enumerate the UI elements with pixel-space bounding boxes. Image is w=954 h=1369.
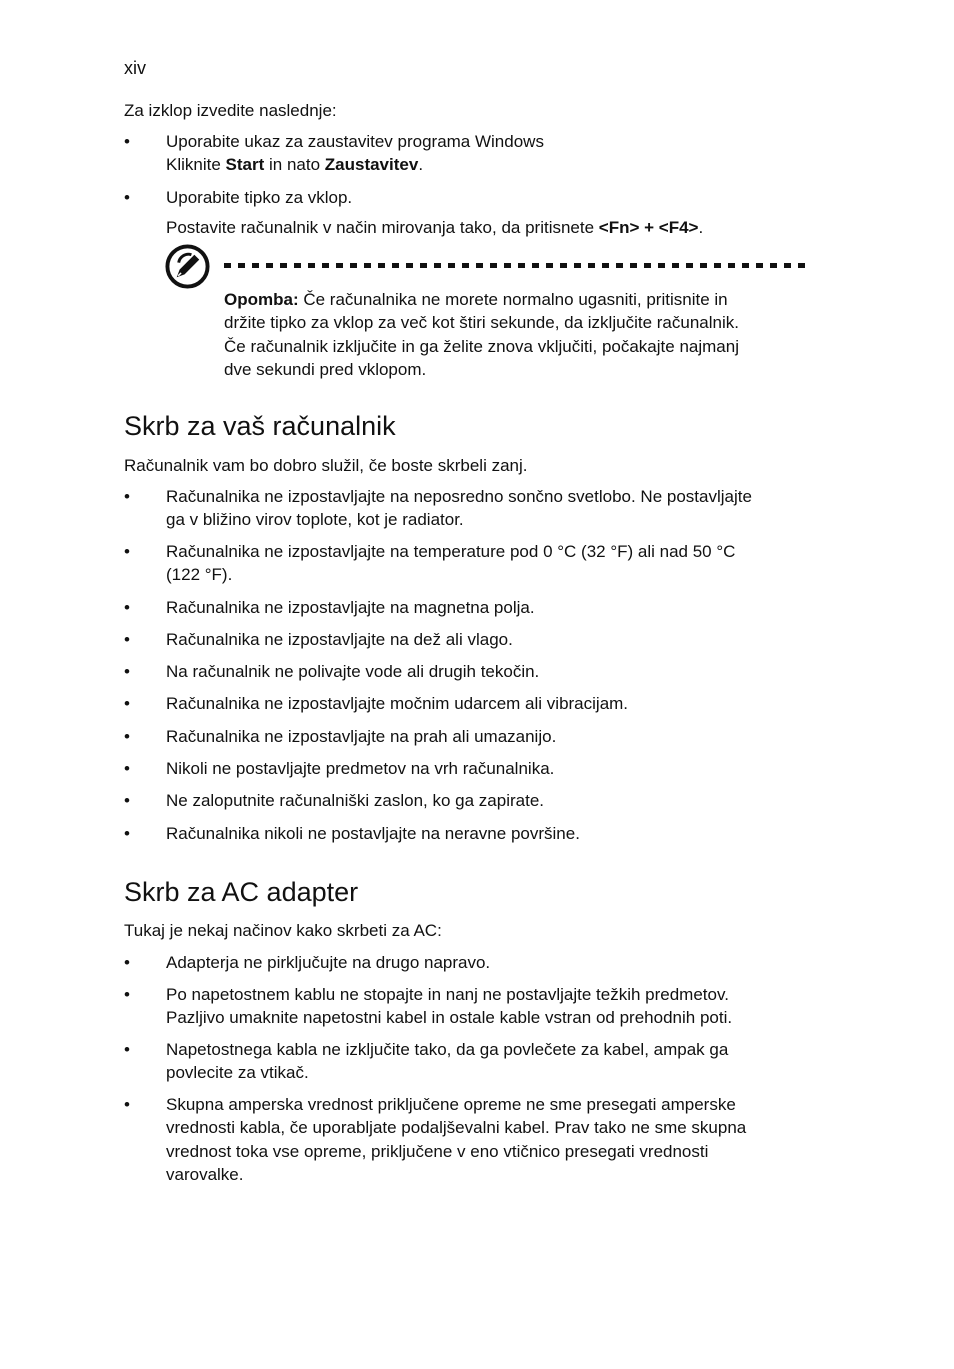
bullet: • xyxy=(124,132,130,151)
section-heading-care: Skrb za vaš računalnik xyxy=(124,411,396,441)
list-item-text: varovalke. xyxy=(166,1164,244,1184)
page-number: xiv xyxy=(124,58,146,78)
key-combo: <Fn> + <F4> xyxy=(598,218,699,238)
start-label: Start xyxy=(225,155,265,175)
list-item-text: Računalnika ne izpostavljajte na magnetna polja. xyxy=(166,598,535,617)
list-item-text: Računalnika ne izpostavljajte na dež ali vlago. xyxy=(166,630,513,649)
list-item-text: Napetostnega kabla ne izključite tako, da ga povlečete za kabel, ampak ga xyxy=(166,1040,729,1059)
list-item-text: Računalnika ne izpostavljajte močnim udarcem ali vibracijam. xyxy=(166,694,629,713)
list-item-text: Uporabite tipko za vklop. xyxy=(166,188,353,207)
ac-intro: Tukaj je nekaj načinov kako skrbeti za AC: xyxy=(124,921,442,940)
note: Opomba: Če računalnika ne morete normalno ugasniti, pritisnite in držite tipko za vklop za več kot štiri sekunde, da izključite računalnik. Če računalnik izključite in ga želite znova vključiti, počakajte najmanj dve sekundi pred vklopom. xyxy=(224,290,739,379)
bullet: • xyxy=(124,630,130,649)
list-item-text: vrednosti kabla, če uporabljate podaljševalni kabel. Prav tako ne sme skupna xyxy=(166,1118,747,1138)
list-item-text: Računalnika ne izpostavljajte na prah ali umazanijo. xyxy=(166,727,557,746)
bullet: • xyxy=(124,759,130,778)
care-intro: Računalnik vam bo dobro služil, če boste skrbeli zanj. xyxy=(124,456,528,475)
list-item-text: Ne zaloputnite računalniški zaslon, ko ga zapirate. xyxy=(166,791,544,810)
bullet: • xyxy=(124,188,130,207)
list-item-text: povlecite za vtikač. xyxy=(166,1063,309,1083)
list-item-text: Nikoli ne postavljajte predmetov na vrh računalnika. xyxy=(166,759,555,778)
zaustavitev-label: Zaustavitev xyxy=(324,155,419,175)
section-heading-ac: Skrb za AC adapter xyxy=(124,877,359,907)
bullet: • xyxy=(124,542,130,561)
list-item-text: Računalnika ne izpostavljajte na neposredno sončno svetlobo. Ne postavljajte xyxy=(166,487,752,506)
list-item-text: Računalnika ne izpostavljajte na temperature pod 0 °C (32 °F) ali nad 50 °C xyxy=(166,542,736,561)
bullet: • xyxy=(124,662,130,681)
list-item-text: Postavite računalnik v način mirovanja tako, da pritisnete <Fn> + <F4>. xyxy=(166,218,704,238)
list-item-text: (122 °F). xyxy=(166,565,233,585)
bullet: • xyxy=(124,953,130,972)
bullet: • xyxy=(124,824,130,843)
list-item-text: vrednost toka vse opreme, priključene v eno vtičnico presegati vrednosti xyxy=(166,1141,709,1161)
shutdown-intro: Za izklop izvedite naslednje: xyxy=(124,101,337,120)
note-label: Opomba: xyxy=(224,290,299,309)
list-item-text: Pazljivo umaknite napetostni kabel in ostale kable vstran od prehodnih poti. xyxy=(166,1008,733,1028)
bullet: • xyxy=(124,598,130,617)
bullet: • xyxy=(124,487,130,506)
list-item-text: Adapterja ne pirključujte na drugo napravo. xyxy=(166,953,491,972)
list-item-text: ga v bližino virov toplote, kot je radiator. xyxy=(166,510,464,530)
note-divider xyxy=(224,263,810,268)
bullet: • xyxy=(124,985,130,1004)
list-item-text: Kliknite Start in nato Zaustavitev. xyxy=(166,155,424,175)
note-pen-icon xyxy=(164,243,211,290)
list-item-text: Po napetostnem kablu ne stopajte in nanj ne postavljajte težkih predmetov. xyxy=(166,985,729,1004)
bullet: • xyxy=(124,727,130,746)
bullet: • xyxy=(124,1095,130,1114)
bullet: • xyxy=(124,694,130,713)
bullet: • xyxy=(124,1040,130,1059)
bullet: • xyxy=(124,791,130,810)
list-item-text: Uporabite ukaz za zaustavitev programa Windows xyxy=(166,132,544,151)
list-item-text: Na računalnik ne polivajte vode ali drugih tekočin. xyxy=(166,662,540,681)
list-item-text: Skupna amperska vrednost priključene opreme ne sme presegati amperske xyxy=(166,1095,736,1114)
list-item-text: Računalnika nikoli ne postavljajte na neravne površine. xyxy=(166,824,580,843)
